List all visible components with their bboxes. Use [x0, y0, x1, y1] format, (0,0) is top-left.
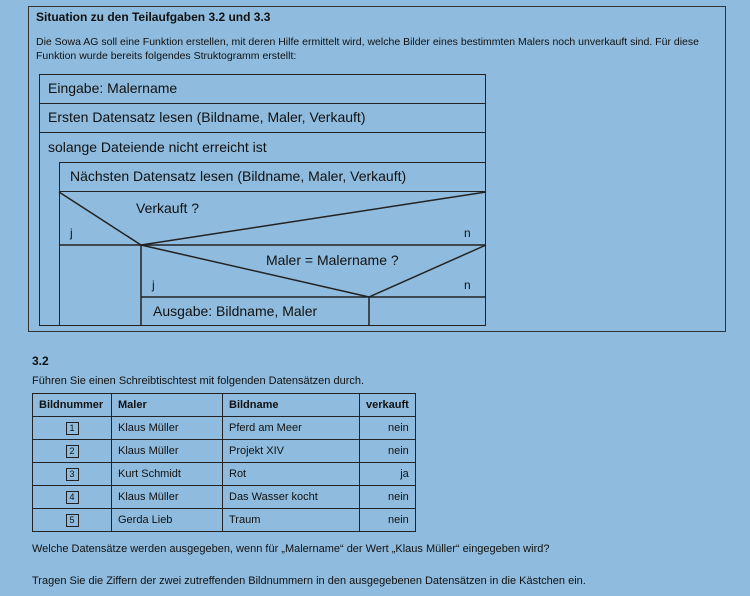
sg-cond2-text: Maler = Malername ? — [266, 252, 399, 268]
table-row — [33, 463, 416, 486]
instruction-text: Führen Sie einen Schreibtischtest mit folgenden Datensätzen durch. — [32, 375, 365, 387]
header-bildname: Bildname — [223, 394, 360, 417]
cell-maler: Gerda Lieb — [112, 509, 223, 532]
header-verkauft: verkauft — [360, 394, 416, 417]
sg-cond1-no: n — [464, 226, 471, 240]
cell-bildnummer — [33, 440, 112, 463]
question-text: Welche Datensätze werden ausgegeben, wenn für „Malername“ der Wert „Klaus Müller“ eingegeben wird? — [32, 543, 550, 555]
header-maler: Maler — [112, 394, 223, 417]
cell-bildnummer — [33, 463, 112, 486]
situation-title: Situation zu den Teilaufgaben 3.2 und 3.3 — [36, 10, 271, 24]
table-row — [33, 486, 416, 509]
header-bildnummer: Bildnummer — [33, 394, 112, 417]
cell-verkauft: nein — [360, 486, 416, 509]
cell-bildname: Traum — [223, 509, 360, 532]
table-header-row — [33, 394, 416, 417]
sg-cond2-no: n — [464, 278, 471, 292]
sg-cond1-yes: j — [70, 226, 73, 240]
intro-line-1: Die Sowa AG soll eine Funktion erstellen, mit deren Hilfe ermittelt wird, welche Bilder eines bestimmten Malers noch unverkauft sind. Für diese — [36, 36, 699, 48]
number-box: 1 — [66, 422, 79, 435]
intro-line-2: Funktion wurde bereits folgendes Struktogramm erstellt: — [36, 50, 297, 62]
sg-input-text: Eingabe: Malername — [48, 80, 178, 96]
number-box: 5 — [66, 514, 79, 527]
sg-first-read-text: Ersten Datensatz lesen (Bildname, Maler, Verkauft) — [48, 109, 366, 125]
records-table — [32, 393, 416, 532]
section-number: 3.2 — [32, 354, 49, 368]
cell-bildnummer — [33, 417, 112, 440]
cell-bildname: Das Wasser kocht — [223, 486, 360, 509]
cell-verkauft: ja — [360, 463, 416, 486]
cell-bildname: Rot — [223, 463, 360, 486]
sg-cond2-yes: j — [152, 278, 155, 292]
cell-bildname: Projekt XIV — [223, 440, 360, 463]
sg-output-text: Ausgabe: Bildname, Maler — [153, 303, 318, 319]
cell-bildnummer — [33, 486, 112, 509]
task-text: Tragen Sie die Ziffern der zwei zutreffenden Bildnummern in den ausgegebenen Datensätzen in die Kästchen ein. — [32, 575, 586, 587]
sg-loop-text: solange Dateiende nicht erreicht ist — [48, 139, 267, 155]
cell-verkauft: nein — [360, 417, 416, 440]
number-box: 2 — [66, 445, 79, 458]
cell-maler: Kurt Schmidt — [112, 463, 223, 486]
cell-verkauft: nein — [360, 440, 416, 463]
sg-next-read-text: Nächsten Datensatz lesen (Bildname, Maler, Verkauft) — [70, 168, 407, 184]
number-box: 3 — [66, 468, 79, 481]
table-row — [33, 509, 416, 532]
table-row — [33, 440, 416, 463]
cell-maler: Klaus Müller — [112, 486, 223, 509]
sg-cond1-text: Verkauft ? — [136, 200, 200, 216]
cell-bildname: Pferd am Meer — [223, 417, 360, 440]
number-box: 4 — [66, 491, 79, 504]
cell-maler: Klaus Müller — [112, 440, 223, 463]
cell-bildnummer — [33, 509, 112, 532]
table-row — [33, 417, 416, 440]
cell-maler: Klaus Müller — [112, 417, 223, 440]
cell-verkauft: nein — [360, 509, 416, 532]
